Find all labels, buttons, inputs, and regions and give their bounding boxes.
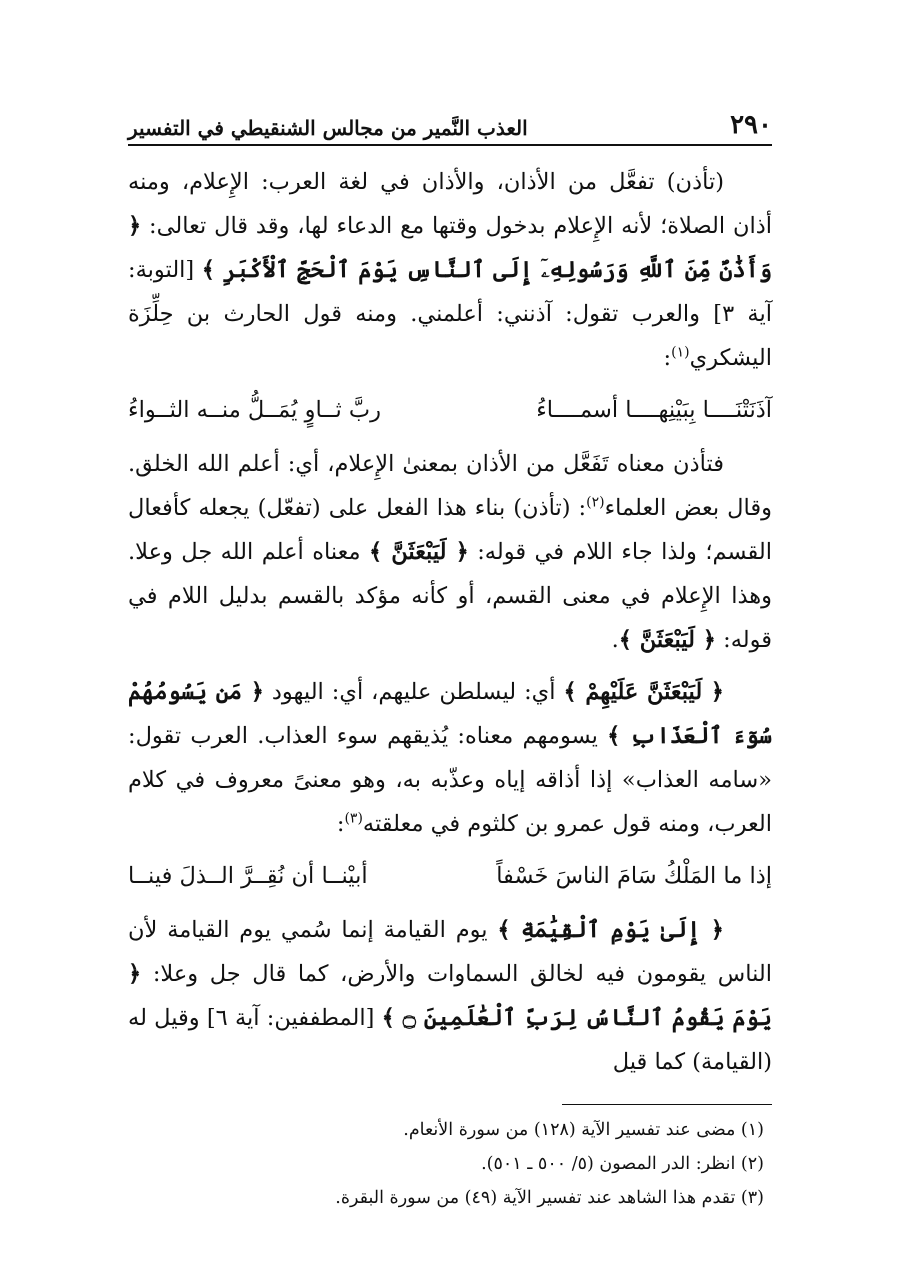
footnote-ref-1: (١) (671, 344, 690, 361)
text-span: : (تأذن) بناء هذا الفعل على (تفعّل) يجعله كأفعال القسم؛ ولذا جاء اللام في قوله: (128, 495, 773, 565)
left-hemistich: ربَّ ثــاوٍ يُمَــلُّ منــه الثــواءُ (128, 397, 381, 423)
main-text (128, 160, 772, 1084)
footnote-3: (٣) تقدم هذا الشاهد عند تفسير الآية (٤٩) من سورة البقرة. (335, 1188, 764, 1208)
text-span: (تأذن) تفعَّل من الأذان، والأذان في لغة العرب: الإِعلام، ومنه أذان الصلاة؛ لأنه الإِعلام بدخول وقتها مع الدعاء لها، وقد قال تعالى: (128, 169, 772, 239)
paragraph-2 (128, 442, 772, 662)
paragraph-3 (128, 670, 772, 846)
paragraph-1 (128, 160, 772, 380)
quran-quote: ﴿ مَن يَسُومُهُمْ سُوٓءَ ٱلْعَذَابِ ﴾ (128, 679, 772, 749)
footnote-ref-2: (٢) (586, 494, 605, 511)
footnote-2: (٢) انظر: الدر المصون (٥/ ٥٠٠ ـ ٥٠١). (481, 1154, 764, 1174)
text-span: : (336, 811, 345, 837)
paragraph-4 (128, 908, 772, 1084)
quran-quote: ﴿ لَيَبْعَثَنَّ ﴾ (369, 539, 469, 565)
page-number: ٢٩٠ (730, 110, 772, 140)
footnote-separator (562, 1104, 772, 1105)
text-span: أي: ليسلطن عليهم، أي: اليهود (263, 679, 564, 705)
poetry-verse-2 (128, 854, 772, 898)
running-header (128, 100, 772, 146)
left-hemistich: أبيْنــا أن نُقِــرَّ الــذلَ فينــا (128, 863, 368, 889)
quran-quote: ﴿ يَوْمَ يَقُومُ ٱلنَّاسُ لِرَبِّ ٱلْعَٰلَمِينَ ۝ ﴾ (128, 961, 772, 1031)
text-span: معناه أعلم الله جل وعلا. وهذا الإِعلام في معنى القسم، أو كأنه مؤكد بالقسم بدليل اللام في قوله: (128, 539, 772, 653)
footnote-ref-3: (٣) (344, 810, 363, 827)
right-hemistich: إذا ما المَلْكُ سَامَ الناسَ خَسْفاً (496, 863, 772, 889)
text-span: : (663, 345, 672, 371)
quran-quote: ﴿ وَأَذَٰنٌ مِّنَ ٱللَّهِ وَرَسُولِهِۦٓ إِلَى ٱلنَّاسِ يَوْمَ ٱلْحَجِّ ٱلْأَكْبَرِ ﴾ (128, 213, 773, 283)
quran-quote: ﴿ لَيَبْعَثَنَّ عَلَيْهِمْ ﴾ (563, 679, 724, 705)
text-span: [المطففين: آية ٦] وقيل له (القيامة) كما قيل (128, 1005, 772, 1075)
text-span: فتأذن معناه تَفَعَّل من الأذان بمعنىٰ الإِعلام، أي: أعلم الله الخلق. وقال بعض العلماء (128, 451, 772, 521)
book-title: العذب النَّمير من مجالس الشنقيطي في التفسير (128, 116, 528, 140)
book-page (128, 100, 772, 1231)
text-span: [التوبة: آية ٣] والعرب تقول: آذنني: أعلمني. ومنه قول الحارث بن حِلِّزَة اليشكري (128, 257, 772, 371)
quran-quote: ﴿ إِلَىٰ يَوْمِ ٱلْقِيَٰمَةِ ﴾ (497, 917, 724, 943)
quran-quote: ﴿ لَيَبْعَثَنَّ ﴾ (618, 627, 716, 653)
text-span: يسومهم معناه: يُذيقهم سوء العذاب. العرب تقول: «سامه العذاب» إذا أذاقه إياه وعذّبه به، وهو معنىً معروف في كلام العرب، ومنه قول عمرو بن كلثوم في معلقته (128, 723, 772, 837)
poetry-verse-1 (128, 388, 772, 432)
right-hemistich: آذَنَتْنَــــا بِبَيْنِهــــا أسمــــاءُ (536, 397, 772, 423)
text-span: . (611, 627, 619, 653)
text-span: يوم القيامة إنما سُمي يوم القيامة لأن الناس يقومون فيه لخالق السماوات والأرض، كما قال جل وعلا: (128, 917, 772, 987)
footnote-1: (١) مضى عند تفسير الآية (١٢٨) من سورة الأنعام. (403, 1120, 764, 1140)
footnotes (128, 1113, 772, 1215)
